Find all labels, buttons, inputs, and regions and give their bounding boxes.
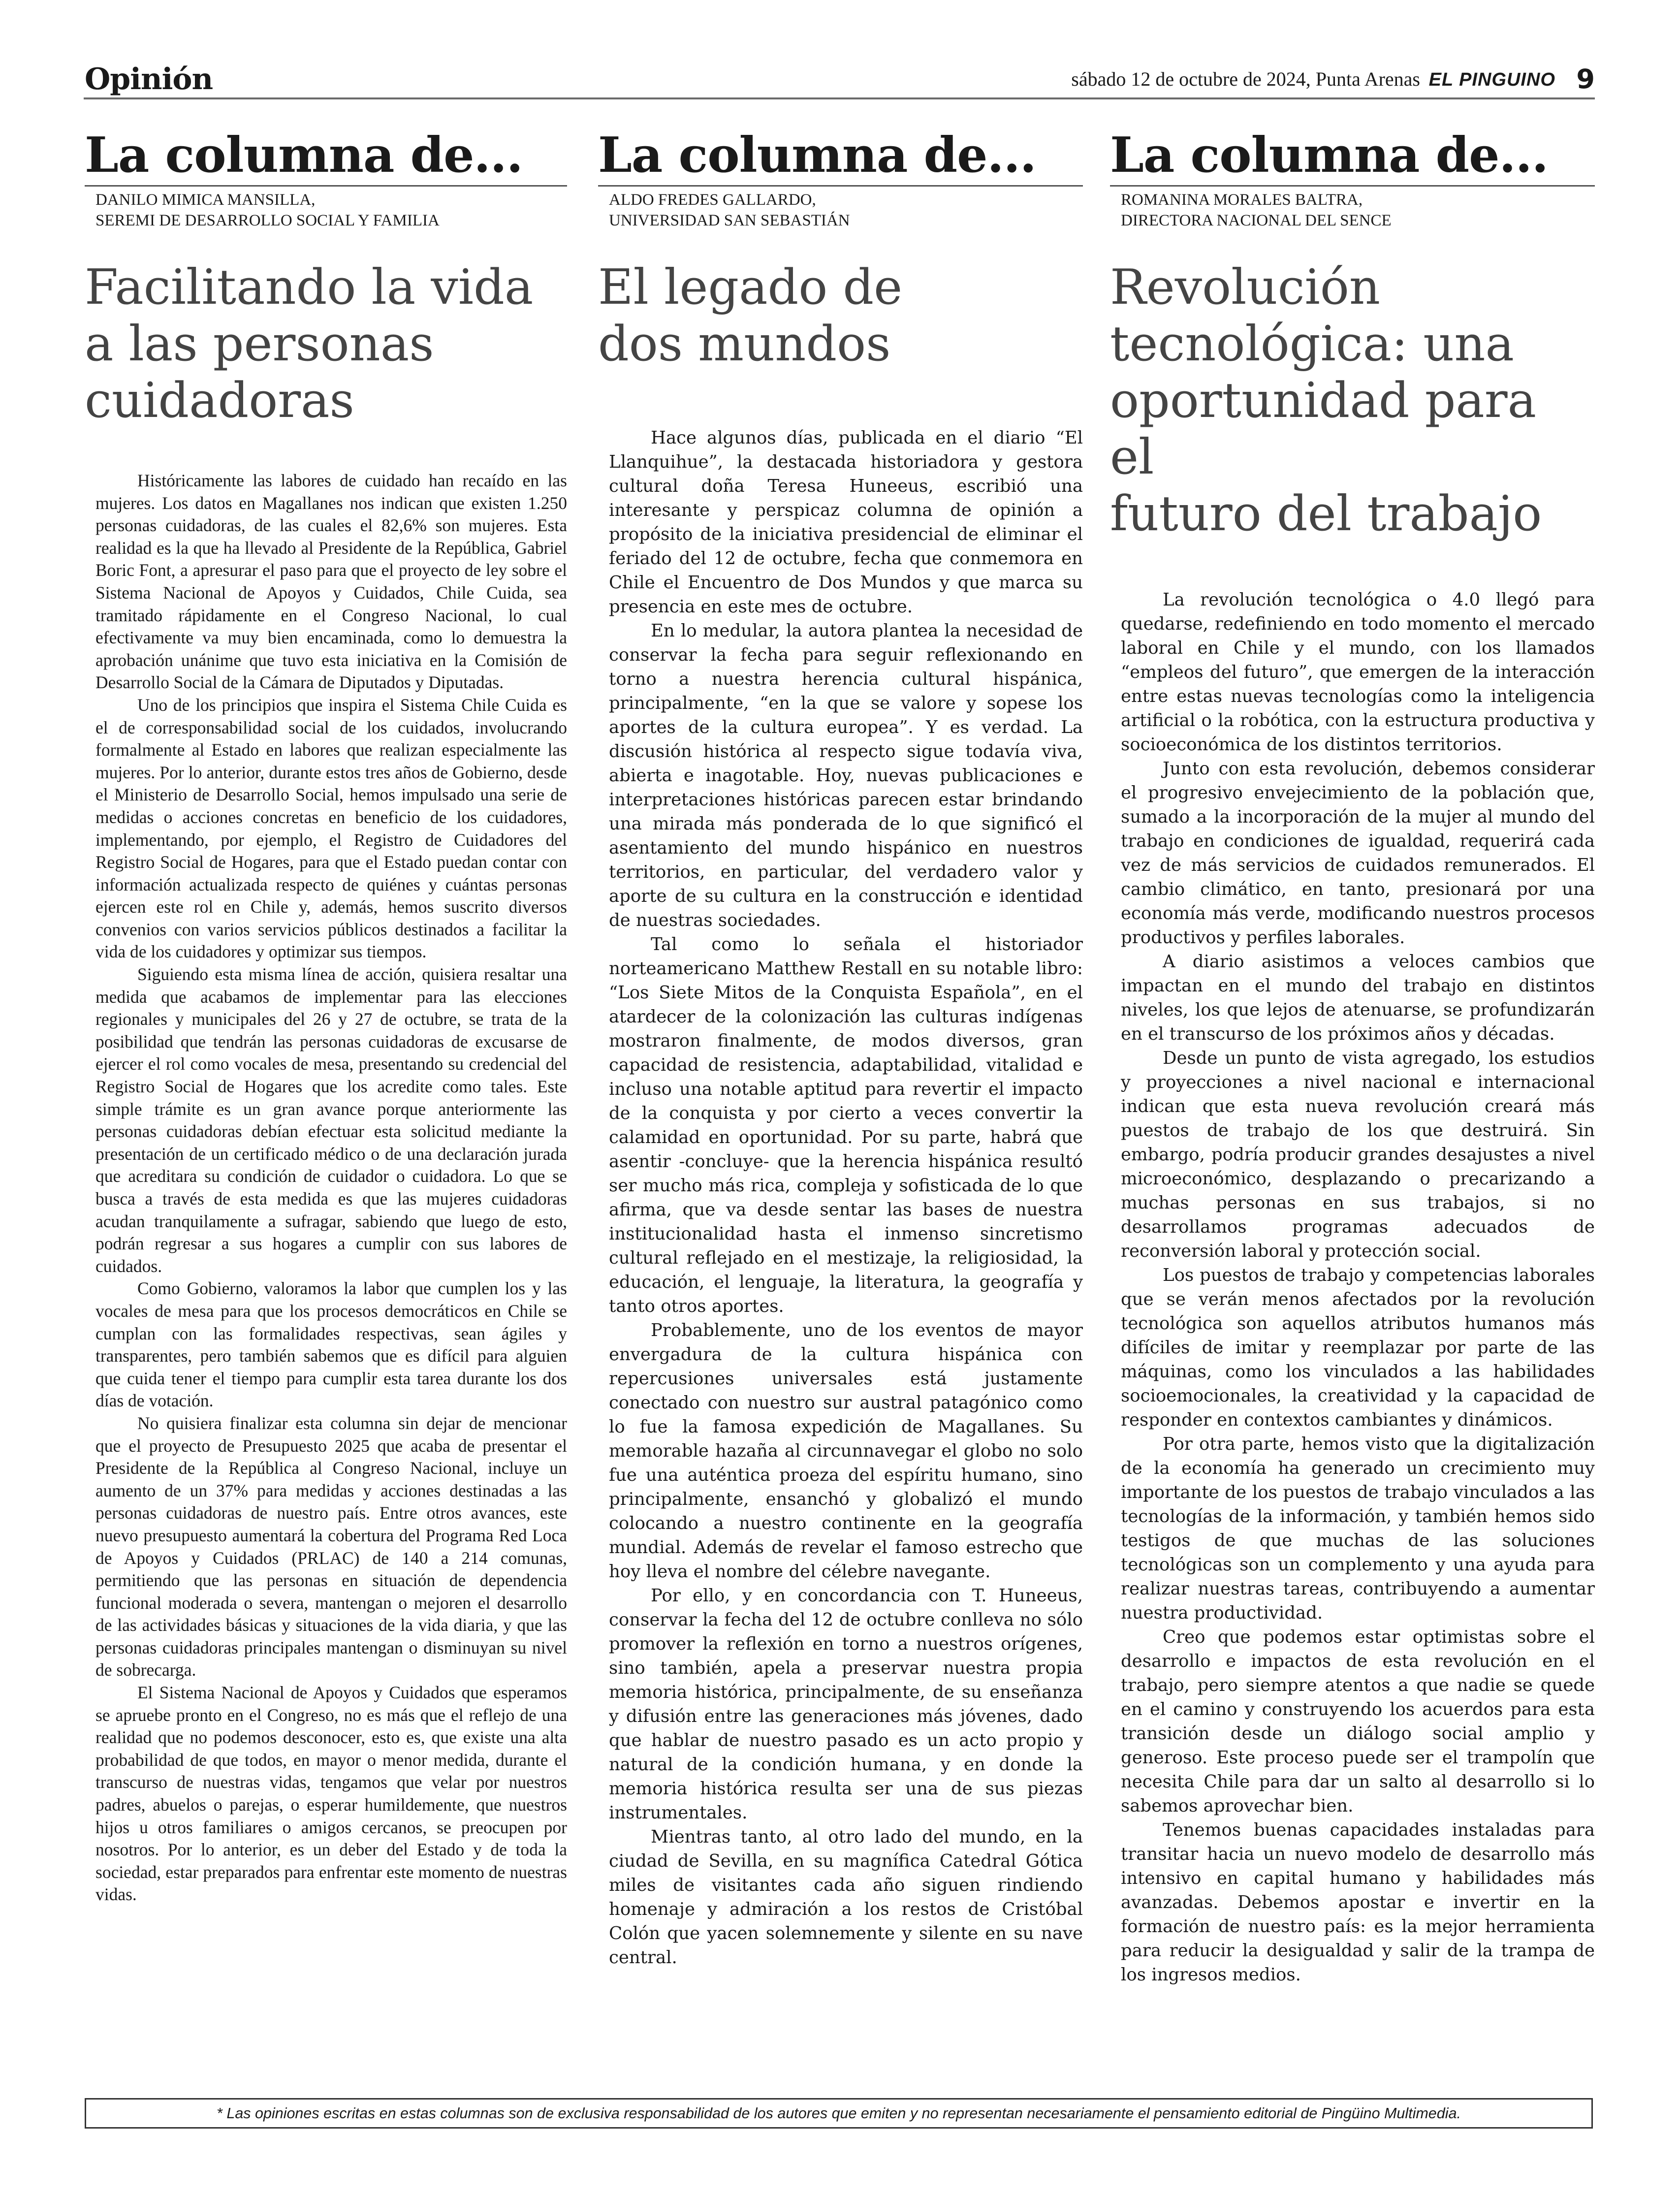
- body-paragraph: La revolución tecnológica o 4.0 llegó para quedarse, redefiniendo en todo momento el mercado laboral en Chile y el mundo, con los llamados “empleos del futuro”, que emergen de la interacción entre estas nuevas tecnologías como la inteligencia artificial o la robótica, con la estructura productiva y socioeconómica de los distintos territorios.: [1121, 590, 1595, 755]
- column-body: [598, 426, 1083, 1970]
- body-paragraph: Creo que podemos estar optimistas sobre el desarrollo e impactos de esta revolución en el trabajo, pero siempre atentos a que nadie se quede en el camino y construyendo los acuerdos para esta transición desde un diálogo social amplio y generoso. Este proceso puede ser el trampolín que necesita Chile para dar un salto al desarrollo si lo sabemos aprovechar bien.: [1121, 1627, 1595, 1816]
- opinion-column-3: [1110, 129, 1595, 1987]
- column-author: ROMANINA MORALES BALTRA, DIRECTORA NACIONAL DEL SENCE: [1121, 191, 1392, 229]
- body-paragraph: Mientras tanto, al otro lado del mundo, en la ciudad de Sevilla, en su magnífica Catedral Gótica miles de visitantes cada año siguen rindiendo homenaje y admiración a los restos de Cristóbal Colón que yacen solemnemente y silente en su nave central.: [609, 1827, 1083, 1968]
- column-headline: Revolución tecnológica: una oportunidad para el futuro del trabajo: [1110, 259, 1542, 542]
- newspaper-brand-logo: EL PINGUINO: [1428, 69, 1555, 90]
- section-name: Opinión: [85, 62, 213, 96]
- body-paragraph: En lo medular, la autora plantea la necesidad de conservar la fecha para seguir reflexionando en torno a nuestra herencia cultural hispánica, principalmente, “en la que se valore y sopese los aportes de la cultura europea”. Y es verdad. La discusión histórica al respecto sigue todavía viva, abierta e inagotable. Hoy, nuevas publicaciones e interpretaciones históricas parecen estar brindando una mirada más ponderada de lo que significó el asentamiento del mundo hispánico en nuestros territorios, en particular, del verdadero valor y aporte de su cultura en la construcción e identidad de nuestras sociedades.: [609, 621, 1083, 930]
- body-paragraph: Desde un punto de vista agregado, los estudios y proyecciones a nivel nacional e internacional indican que esta nueva revolución creará más puestos de trabajo de los que destruirá. Sin embargo, podría producir grandes desajustes a nivel microeconómico, desplazando o precarizando a muchas personas en sus trabajos, si no desarrollamos programas adecuados de reconversión laboral y protección social.: [1121, 1048, 1595, 1261]
- column-author: DANILO MIMICA MANSILLA, SEREMI DE DESARROLLO SOCIAL Y FAMILIA: [95, 191, 440, 229]
- column-kicker: La columna de...: [1110, 129, 1595, 187]
- page-number: 9: [1576, 64, 1595, 95]
- body-paragraph: Probablemente, uno de los eventos de mayor envergadura de la cultura hispánica con repercusiones universales está justamente conectado con nuestro sur austral patagónico como lo fue la famosa expedición de Magallanes. Su memorable hazaña al circunnavegar el globo no solo fue una auténtica proeza del espíritu humano, sino principalmente, ensanchó y globalizó el mundo colocando a nuestro continente en la geografía mundial. Además de revelar el famoso estrecho que hoy lleva el nombre del célebre navegante.: [609, 1320, 1083, 1582]
- opinion-column-2: [598, 129, 1083, 1970]
- body-paragraph: Junto con esta revolución, debemos considerar el progresivo envejecimiento de la población que, sumado a la incorporación de la mujer al mundo del trabajo en condiciones de igualdad, requerirá cada vez de más servicios de cuidados remunerados. El cambio climático, en tanto, presionará por una economía más verde, modificando nuestros procesos productivos y perfiles laborales.: [1121, 759, 1595, 948]
- page-header: [84, 62, 1595, 99]
- editorial-disclaimer: * Las opiniones escritas en estas columnas son de exclusiva responsabilidad de los autores que emiten y no representan necesariamente el pensamiento editorial de Pingüino Multimedia.: [85, 2098, 1593, 2129]
- body-paragraph: El Sistema Nacional de Apoyos y Cuidados que esperamos se apruebe pronto en el Congreso, no es más que el reflejo de una realidad que no podemos desconocer, esto es, que existe una alta probabilidad de que todos, en mayor o menor medida, durante el transcurso de nuestras vidas, tengamos que velar por nuestros padres, abuelos o parejas, o esperar humildemente, que nuestros hijos u otros familiares o amigos cercanos, se preocupen por nosotros. Por lo anterior, es un deber del Estado y de toda la sociedad, estar preparados para enfrentar este momento de nuestras vidas.: [95, 1683, 567, 1905]
- publication-date: sábado 12 de octubre de 2024, Punta Arenas: [1071, 68, 1420, 90]
- body-paragraph: Por otra parte, hemos visto que la digitalización de la economía ha generado un crecimiento muy importante de los puestos de trabajo vinculados a las tecnologías de la información, y también hemos sido testigos de que muchas de las soluciones tecnológicas son un complemento y una ayuda para realizar nuestras tareas, contribuyendo a aumentar nuestra productividad.: [1121, 1434, 1595, 1623]
- body-paragraph: Siguiendo esta misma línea de acción, quisiera resaltar una medida que acabamos de implementar para las elecciones regionales y municipales del 26 y 27 de octubre, se trata de la posibilidad que tendrán las personas cuidadoras de excusarse de ejercer el rol como vocales de mesa, presentando su credencial del Registro Social de Hogares que los acredite como tales. Este simple trámite es un gran avance porque anteriormente las personas cuidadoras debían efectuar esta solicitud mediante la presentación de un certificado médico o de una declaración jurada que acreditara su condición de cuidador o cuidadora. Lo que se busca a través de esta medida es que las mujeres cuidadoras acudan tranquilamente a sufragar, sabiendo que luego de esto, podrán regresar a sus hogares a cumplir con sus labores de cuidados.: [95, 964, 567, 1276]
- column-headline: El legado de dos mundos: [598, 259, 903, 372]
- body-paragraph: Históricamente las labores de cuidado han recaído en las mujeres. Los datos en Magallanes nos indican que existen 1.250 personas cuidadoras, de las cuales el 82,6% son mujeres. Esta realidad es la que ha llevado al Presidente de la República, Gabriel Boric Font, a apresurar el paso para que el proyecto de ley sobre el Sistema Nacional de Apoyos y Cuidados, Chile Cuida, sea tramitado rápidamente en el Congreso Nacional, lo cual efectivamente va muy bien encaminada, como lo demuestra la aprobación unánime que tuvo esta iniciativa en la Comisión de Desarrollo Social de la Cámara de Diputados y Diputadas.: [95, 471, 567, 693]
- opinion-column-1: [85, 129, 567, 1906]
- body-paragraph: Tenemos buenas capacidades instaladas para transitar hacia un nuevo modelo de desarrollo más intensivo en capital humano y habilidades más avanzadas. Debemos apostar e invertir en la formación de nuestro país: es la mejor herramienta para reducir la desigualdad y salir de la trampa de los ingresos medios.: [1121, 1820, 1595, 1985]
- body-paragraph: Por ello, y en concordancia con T. Huneeus, conservar la fecha del 12 de octubre conlleva no sólo promover la reflexión en torno a nuestros orígenes, sino también, apela a preservar nuestra propia memoria histórica, principalmente, de su enseñanza y difusión entre las generaciones más jóvenes, dado que hablar de nuestro pasado es un acto propio y natural de la condición humana, y en donde la memoria histórica resulta ser una de sus piezas instrumentales.: [609, 1586, 1083, 1823]
- body-paragraph: A diario asistimos a veloces cambios que impactan en el mundo del trabajo en distintos niveles, los que lejos de atenuarse, se profundizarán en el transcurso de los próximos años y décadas.: [1121, 952, 1595, 1044]
- column-headline: Facilitando la vida a las personas cuidadoras: [85, 259, 534, 429]
- column-author: ALDO FREDES GALLARDO, UNIVERSIDAD SAN SEBASTIÁN: [609, 191, 850, 229]
- body-paragraph: Como Gobierno, valoramos la labor que cumplen los y las vocales de mesa para que los procesos democráticos en Chile se cumplan con las formalidades respectivas, sean ágiles y transparentes, pero también sabemos que es difícil para alguien que cuida tener el tiempo para cumplir esta tarea durante los dos días de votación.: [95, 1278, 567, 1411]
- body-paragraph: Los puestos de trabajo y competencias laborales que se verán menos afectados por la revolución tecnológica son aquellos atributos humanos más difíciles de imitar y reemplazar por parte de las máquinas, como los vinculados a las habilidades socioemocionales, la creatividad y la capacidad de responder en contextos cambiantes y dinámicos.: [1121, 1265, 1595, 1430]
- column-kicker: La columna de...: [598, 129, 1083, 187]
- column-body: [85, 470, 567, 1906]
- body-paragraph: Hace algunos días, publicada en el diario “El Llanquihue”, la destacada historiadora y gestora cultural doña Teresa Huneeus, escribió una interesante y perspicaz columna de opinión a propósito de la iniciativa presidencial de eliminar el feriado del 12 de octubre, fecha que conmemora en Chile el Encuentro de Dos Mundos y que marca su presencia en este mes de octubre.: [609, 428, 1083, 617]
- body-paragraph: Uno de los principios que inspira el Sistema Chile Cuida es el de corresponsabilidad social de los cuidados, involucrando formalmente al Estado en labores que realizan especialmente las mujeres. Por lo anterior, durante estos tres años de Gobierno, desde el Ministerio de Desarrollo Social, hemos impulsado una serie de medidas o acciones concretas en beneficio de los cuidadores, implementando, por ejemplo, el Registro de Cuidadores del Registro Social de Hogares, para que el Estado puedan contar con información actualizada respecto de quiénes y cuántas personas ejercen este rol en Chile y, además, hemos suscrito diversos convenios con varios servicios públicos destinados a facilitar la vida de los cuidadores y optimizar sus tiempos.: [95, 695, 567, 962]
- column-kicker: La columna de...: [85, 129, 567, 187]
- column-body: [1110, 588, 1595, 1987]
- body-paragraph: No quisiera finalizar esta columna sin dejar de mencionar que el proyecto de Presupuesto 2025 que acaba de presentar el Presidente de la República al Congreso Nacional, incluye un aumento de un 37% para medidas y acciones destinadas a las personas cuidadoras de nuestro país. Entre otros avances, este nuevo presupuesto aumentará la cobertura del Programa Red Loca de Apoyos y Cuidados (PRLAC) de 140 a 214 comunas, permitiendo que las personas en situación de dependencia funcional moderada o severa, mantengan o mejoren el desarrollo de las actividades básicas y situaciones de la vida diaria, y que las personas cuidadoras principales mantengan o disminuyan su nivel de sobrecarga.: [95, 1413, 567, 1680]
- body-paragraph: Tal como lo señala el historiador norteamericano Matthew Restall en su notable libro: “Los Siete Mitos de la Conquista Española”, en el atardecer de la colonización las culturas indígenas mostraron finalmente, de modos diversos, gran capacidad de resistencia, adaptabilidad, vitalidad e incluso una notable aptitud para revertir el impacto de la conquista y por cierto a veces convertir la calamidad en oportunidad. Por su parte, habrá que asentir -concluye- que la herencia hispánica resultó ser mucho más rica, compleja y sofisticada de lo que afirma, que va desde sentar las bases de nuestra institucionalidad hasta el inmenso sincretismo cultural reflejado en el mestizaje, la religiosidad, la educación, el lenguaje, la literatura, la geografía y tanto otros aportes.: [609, 934, 1083, 1316]
